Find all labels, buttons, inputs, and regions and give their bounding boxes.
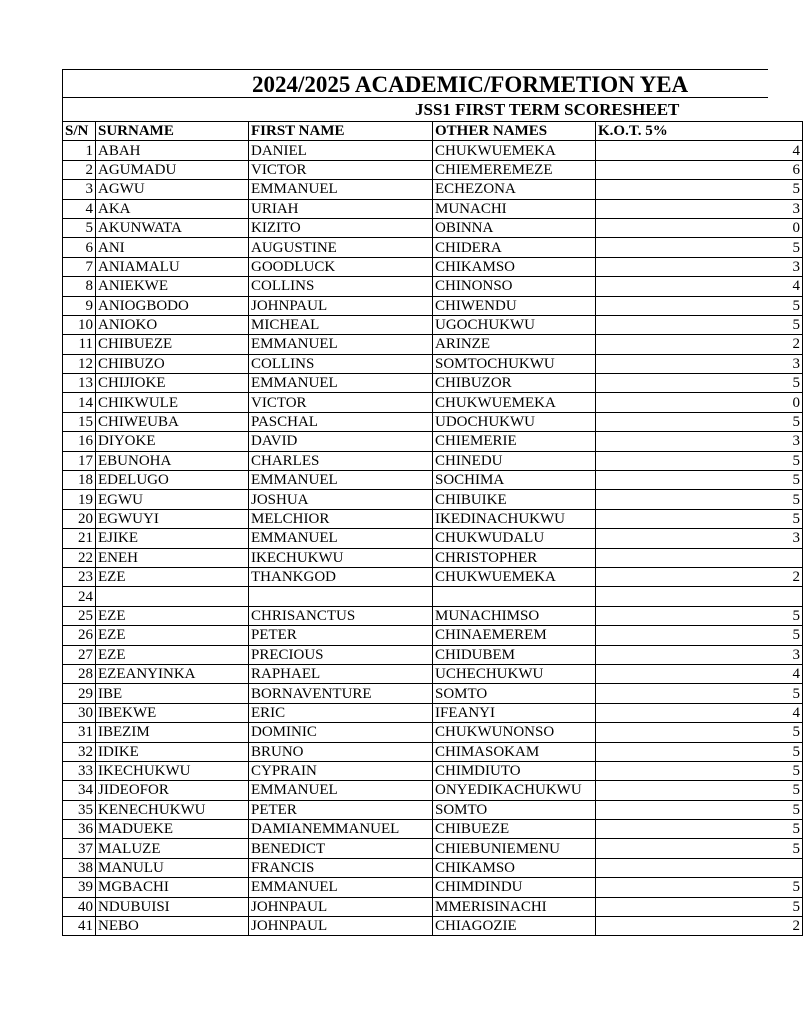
cell-kot: 5: [596, 315, 803, 334]
cell-surname: ENEH: [96, 548, 249, 567]
table-row: [63, 412, 803, 431]
table-row: [63, 471, 803, 490]
cell-kot: 5: [596, 723, 803, 742]
cell-surname: NEBO: [96, 917, 249, 936]
table-row: [63, 315, 803, 334]
cell-surname: EZE: [96, 645, 249, 664]
cell-sn: 8: [63, 277, 96, 296]
cell-first-name: EMMANUEL: [249, 335, 433, 354]
cell-kot: 5: [596, 509, 803, 528]
cell-other-names: CHUKWUDALU: [433, 529, 596, 548]
cell-other-names: CHUKWUNONSO: [433, 723, 596, 742]
cell-other-names: MMERISINACHI: [433, 897, 596, 916]
table-row: [63, 432, 803, 451]
cell-first-name: EMMANUEL: [249, 781, 433, 800]
cell-sn: 31: [63, 723, 96, 742]
cell-other-names: CHINAEMEREM: [433, 626, 596, 645]
cell-first-name: IKECHUKWU: [249, 548, 433, 567]
table-row: [63, 664, 803, 683]
cell-kot: 3: [596, 354, 803, 373]
table-row: [63, 800, 803, 819]
cell-sn: 36: [63, 820, 96, 839]
table-row: [63, 160, 803, 179]
cell-sn: 28: [63, 664, 96, 683]
cell-kot: 5: [596, 606, 803, 625]
cell-surname: MGBACHI: [96, 878, 249, 897]
cell-other-names: MUNACHI: [433, 199, 596, 218]
cell-other-names: CHIBUIKE: [433, 490, 596, 509]
cell-kot: 5: [596, 296, 803, 315]
cell-surname: AGWU: [96, 180, 249, 199]
cell-first-name: CYPRAIN: [249, 761, 433, 780]
cell-other-names: ONYEDIKACHUKWU: [433, 781, 596, 800]
cell-other-names: UGOCHUKWU: [433, 315, 596, 334]
cell-other-names: OBINNA: [433, 218, 596, 237]
cell-other-names: CHIMASOKAM: [433, 742, 596, 761]
cell-first-name: BRUNO: [249, 742, 433, 761]
cell-sn: 25: [63, 606, 96, 625]
table-row: [63, 761, 803, 780]
cell-first-name: JOSHUA: [249, 490, 433, 509]
table-row: [63, 199, 803, 218]
table-row: [63, 587, 803, 606]
cell-surname: EZEANYINKA: [96, 664, 249, 683]
cell-surname: EZE: [96, 606, 249, 625]
cell-kot: 5: [596, 626, 803, 645]
cell-kot: 5: [596, 451, 803, 470]
cell-other-names: CHIBUZOR: [433, 374, 596, 393]
cell-first-name: THANKGOD: [249, 567, 433, 586]
cell-sn: 21: [63, 529, 96, 548]
cell-other-names: IKEDINACHUKWU: [433, 509, 596, 528]
cell-sn: 11: [63, 335, 96, 354]
table-body: [63, 141, 803, 936]
cell-surname: KENECHUKWU: [96, 800, 249, 819]
cell-sn: 27: [63, 645, 96, 664]
cell-first-name: EMMANUEL: [249, 374, 433, 393]
cell-kot: 5: [596, 742, 803, 761]
cell-surname: ANIOGBODO: [96, 296, 249, 315]
table-row: [63, 257, 803, 276]
cell-first-name: CHARLES: [249, 451, 433, 470]
page-title: 2024/2025 ACADEMIC/FORMETION YEA: [252, 72, 689, 97]
cell-first-name: JOHNPAUL: [249, 917, 433, 936]
table-row: [63, 645, 803, 664]
cell-first-name: AUGUSTINE: [249, 238, 433, 257]
cell-kot: 5: [596, 374, 803, 393]
cell-sn: 2: [63, 160, 96, 179]
cell-other-names: MUNACHIMSO: [433, 606, 596, 625]
cell-surname: JIDEOFOR: [96, 781, 249, 800]
cell-kot: 3: [596, 432, 803, 451]
table-row: [63, 742, 803, 761]
cell-first-name: [249, 587, 433, 606]
cell-sn: 15: [63, 412, 96, 431]
column-header-first-name: FIRST NAME: [249, 122, 433, 141]
cell-first-name: PETER: [249, 626, 433, 645]
cell-kot: 5: [596, 878, 803, 897]
cell-kot: 4: [596, 664, 803, 683]
cell-kot: 0: [596, 393, 803, 412]
cell-first-name: URIAH: [249, 199, 433, 218]
cell-sn: 9: [63, 296, 96, 315]
table-row: [63, 393, 803, 412]
cell-kot: 5: [596, 897, 803, 916]
cell-kot: 5: [596, 490, 803, 509]
cell-surname: MADUEKE: [96, 820, 249, 839]
cell-kot: 4: [596, 277, 803, 296]
table-row: [63, 548, 803, 567]
table-row: [63, 238, 803, 257]
table-row: [63, 606, 803, 625]
scoresheet: [62, 69, 800, 937]
table-row: [63, 374, 803, 393]
cell-surname: IDIKE: [96, 742, 249, 761]
cell-kot: 2: [596, 567, 803, 586]
cell-other-names: CHIMDINDU: [433, 878, 596, 897]
table-row: [63, 218, 803, 237]
cell-other-names: UCHECHUKWU: [433, 664, 596, 683]
table-row: [63, 296, 803, 315]
table-row: [63, 723, 803, 742]
cell-first-name: EMMANUEL: [249, 471, 433, 490]
cell-kot: 5: [596, 180, 803, 199]
table-row: [63, 839, 803, 858]
cell-other-names: SOMTO: [433, 684, 596, 703]
cell-kot: [596, 587, 803, 606]
cell-kot: 4: [596, 703, 803, 722]
cell-sn: 29: [63, 684, 96, 703]
cell-sn: 16: [63, 432, 96, 451]
cell-sn: 33: [63, 761, 96, 780]
table-row: [63, 897, 803, 916]
cell-surname: ABAH: [96, 141, 249, 160]
table-row: [63, 567, 803, 586]
cell-sn: 12: [63, 354, 96, 373]
cell-kot: 3: [596, 257, 803, 276]
cell-other-names: CHIEMERIE: [433, 432, 596, 451]
cell-sn: 10: [63, 315, 96, 334]
table-row: [63, 529, 803, 548]
table-row: [63, 626, 803, 645]
cell-surname: NDUBUISI: [96, 897, 249, 916]
cell-first-name: MELCHIOR: [249, 509, 433, 528]
cell-other-names: [433, 587, 596, 606]
cell-other-names: CHUKWUEMEKA: [433, 393, 596, 412]
cell-kot: 5: [596, 412, 803, 431]
page-subtitle: JSS1 FIRST TERM SCORESHEET: [415, 100, 680, 119]
header-row: [63, 122, 803, 141]
cell-surname: EGWU: [96, 490, 249, 509]
cell-surname: ANIAMALU: [96, 257, 249, 276]
cell-other-names: SOCHIMA: [433, 471, 596, 490]
table-row: [63, 878, 803, 897]
cell-sn: 30: [63, 703, 96, 722]
cell-sn: 38: [63, 858, 96, 877]
cell-surname: CHIWEUBA: [96, 412, 249, 431]
table-row: [63, 858, 803, 877]
cell-other-names: CHIWENDU: [433, 296, 596, 315]
table-row: [63, 490, 803, 509]
cell-sn: 13: [63, 374, 96, 393]
cell-other-names: CHRISTOPHER: [433, 548, 596, 567]
cell-kot: 5: [596, 684, 803, 703]
cell-surname: EJIKE: [96, 529, 249, 548]
cell-first-name: VICTOR: [249, 393, 433, 412]
table-row: [63, 451, 803, 470]
cell-other-names: UDOCHUKWU: [433, 412, 596, 431]
table-row: [63, 335, 803, 354]
cell-kot: 3: [596, 529, 803, 548]
cell-first-name: DANIEL: [249, 141, 433, 160]
cell-sn: 4: [63, 199, 96, 218]
cell-surname: [96, 587, 249, 606]
cell-first-name: GOODLUCK: [249, 257, 433, 276]
cell-first-name: VICTOR: [249, 160, 433, 179]
cell-surname: EZE: [96, 626, 249, 645]
cell-surname: CHIBUZO: [96, 354, 249, 373]
cell-sn: 22: [63, 548, 96, 567]
cell-other-names: CHIKAMSO: [433, 257, 596, 276]
cell-other-names: CHIEMEREMEZE: [433, 160, 596, 179]
cell-first-name: RAPHAEL: [249, 664, 433, 683]
cell-kot: 5: [596, 471, 803, 490]
cell-first-name: COLLINS: [249, 277, 433, 296]
cell-first-name: DOMINIC: [249, 723, 433, 742]
cell-surname: MALUZE: [96, 839, 249, 858]
cell-surname: EBUNOHA: [96, 451, 249, 470]
cell-sn: 18: [63, 471, 96, 490]
table-row: [63, 820, 803, 839]
cell-first-name: JOHNPAUL: [249, 897, 433, 916]
cell-first-name: JOHNPAUL: [249, 296, 433, 315]
cell-surname: MANULU: [96, 858, 249, 877]
title-row: [62, 69, 768, 97]
cell-kot: [596, 548, 803, 567]
cell-sn: 37: [63, 839, 96, 858]
cell-kot: 4: [596, 141, 803, 160]
cell-first-name: COLLINS: [249, 354, 433, 373]
cell-first-name: PETER: [249, 800, 433, 819]
cell-kot: 5: [596, 761, 803, 780]
cell-kot: 2: [596, 917, 803, 936]
cell-surname: IKECHUKWU: [96, 761, 249, 780]
cell-kot: 5: [596, 781, 803, 800]
cell-kot: 2: [596, 335, 803, 354]
cell-surname: AKA: [96, 199, 249, 218]
cell-other-names: CHINEDU: [433, 451, 596, 470]
table-row: [63, 917, 803, 936]
cell-first-name: EMMANUEL: [249, 529, 433, 548]
cell-surname: IBEKWE: [96, 703, 249, 722]
cell-other-names: ECHEZONA: [433, 180, 596, 199]
cell-sn: 17: [63, 451, 96, 470]
cell-surname: EZE: [96, 567, 249, 586]
cell-surname: IBEZIM: [96, 723, 249, 742]
cell-sn: 20: [63, 509, 96, 528]
cell-kot: 3: [596, 645, 803, 664]
cell-other-names: ARINZE: [433, 335, 596, 354]
cell-other-names: CHUKWUEMEKA: [433, 567, 596, 586]
cell-first-name: FRANCIS: [249, 858, 433, 877]
cell-surname: CHIJIOKE: [96, 374, 249, 393]
cell-sn: 39: [63, 878, 96, 897]
cell-sn: 19: [63, 490, 96, 509]
cell-kot: 5: [596, 820, 803, 839]
table-row: [63, 354, 803, 373]
cell-sn: 1: [63, 141, 96, 160]
cell-sn: 41: [63, 917, 96, 936]
table-row: [63, 141, 803, 160]
cell-surname: EDELUGO: [96, 471, 249, 490]
cell-kot: 3: [596, 199, 803, 218]
cell-other-names: CHIAGOZIE: [433, 917, 596, 936]
cell-other-names: CHIKAMSO: [433, 858, 596, 877]
cell-surname: EGWUYI: [96, 509, 249, 528]
column-header-other-names: OTHER NAMES: [433, 122, 596, 141]
cell-surname: ANIOKO: [96, 315, 249, 334]
cell-other-names: CHIMDIUTO: [433, 761, 596, 780]
cell-other-names: CHIDUBEM: [433, 645, 596, 664]
cell-kot: 0: [596, 218, 803, 237]
cell-surname: AKUNWATA: [96, 218, 249, 237]
cell-sn: 24: [63, 587, 96, 606]
column-header-surname: SURNAME: [96, 122, 249, 141]
cell-first-name: ERIC: [249, 703, 433, 722]
table-row: [63, 180, 803, 199]
cell-sn: 14: [63, 393, 96, 412]
cell-sn: 34: [63, 781, 96, 800]
cell-other-names: CHIBUEZE: [433, 820, 596, 839]
cell-other-names: SOMTOCHUKWU: [433, 354, 596, 373]
table-row: [63, 684, 803, 703]
cell-first-name: PRECIOUS: [249, 645, 433, 664]
cell-surname: ANIEKWE: [96, 277, 249, 296]
cell-other-names: SOMTO: [433, 800, 596, 819]
cell-surname: IBE: [96, 684, 249, 703]
table-row: [63, 277, 803, 296]
cell-sn: 23: [63, 567, 96, 586]
cell-sn: 32: [63, 742, 96, 761]
cell-sn: 6: [63, 238, 96, 257]
cell-first-name: CHRISANCTUS: [249, 606, 433, 625]
cell-other-names: IFEANYI: [433, 703, 596, 722]
subtitle-row: [62, 97, 768, 121]
cell-surname: CHIKWULE: [96, 393, 249, 412]
cell-first-name: BORNAVENTURE: [249, 684, 433, 703]
cell-surname: DIYOKE: [96, 432, 249, 451]
cell-first-name: BENEDICT: [249, 839, 433, 858]
cell-first-name: DAMIANEMMANUEL: [249, 820, 433, 839]
table-row: [63, 703, 803, 722]
cell-first-name: MICHEAL: [249, 315, 433, 334]
cell-kot: 5: [596, 238, 803, 257]
table-row: [63, 509, 803, 528]
cell-first-name: DAVID: [249, 432, 433, 451]
cell-other-names: CHUKWUEMEKA: [433, 141, 596, 160]
cell-kot: 6: [596, 160, 803, 179]
cell-surname: ANI: [96, 238, 249, 257]
table-row: [63, 781, 803, 800]
scores-table: [62, 121, 803, 936]
cell-first-name: EMMANUEL: [249, 878, 433, 897]
cell-first-name: KIZITO: [249, 218, 433, 237]
cell-kot: [596, 858, 803, 877]
cell-other-names: CHIDERA: [433, 238, 596, 257]
cell-surname: AGUMADU: [96, 160, 249, 179]
cell-sn: 40: [63, 897, 96, 916]
cell-sn: 35: [63, 800, 96, 819]
column-header-kot: K.O.T. 5%: [596, 122, 803, 141]
cell-first-name: PASCHAL: [249, 412, 433, 431]
cell-sn: 7: [63, 257, 96, 276]
cell-first-name: EMMANUEL: [249, 180, 433, 199]
cell-kot: 5: [596, 839, 803, 858]
cell-sn: 5: [63, 218, 96, 237]
cell-sn: 26: [63, 626, 96, 645]
cell-sn: 3: [63, 180, 96, 199]
cell-other-names: CHIEBUNIEMENU: [433, 839, 596, 858]
cell-kot: 5: [596, 800, 803, 819]
column-header-sn: S/N: [63, 122, 96, 141]
cell-other-names: CHINONSO: [433, 277, 596, 296]
cell-surname: CHIBUEZE: [96, 335, 249, 354]
